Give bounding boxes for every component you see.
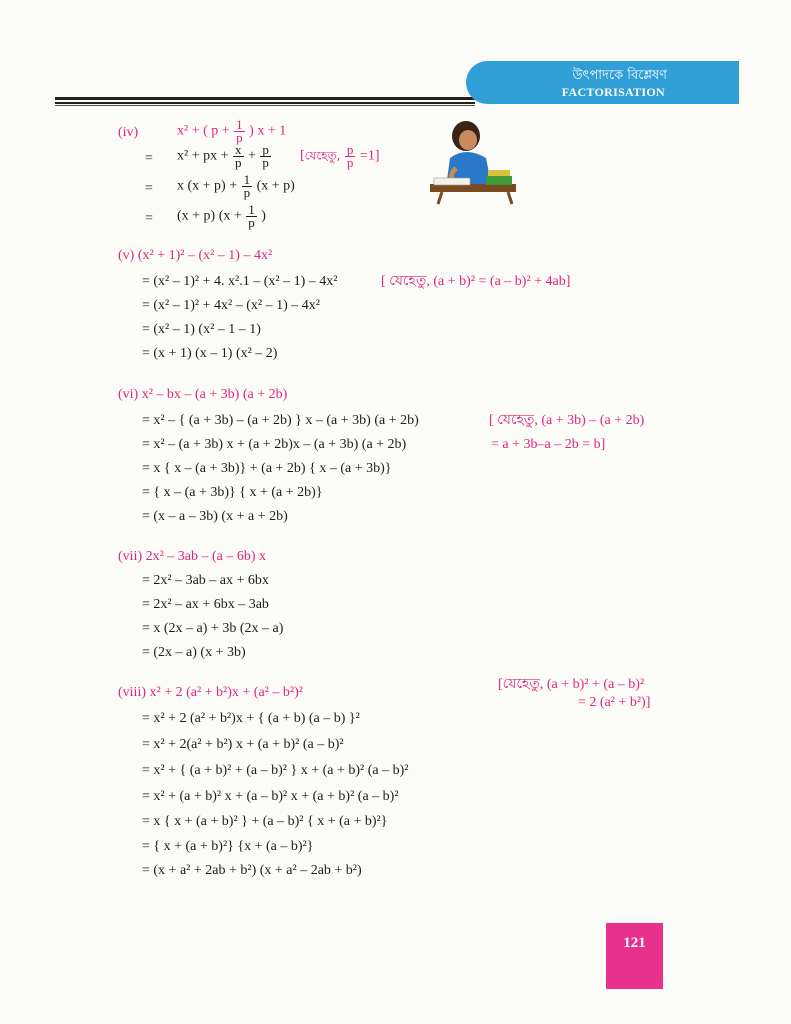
math-line: = (x² – 1)² + 4. x².1 – (x² – 1) – 4x² [142,274,338,289]
note-vi-line1: [ যেহেতু, (a + 3b) – (a + 2b) [489,413,645,428]
math-line: = (x – a – 3b) (x + a + 2b) [142,509,288,524]
math-line: = (x² – 1)² + 4x² – (x² – 1) – 4x² [142,298,320,313]
math-line: = (x + a² + 2ab + b²) (x + a² – 2ab + b²) [142,863,362,878]
chapter-tab [466,61,739,104]
chapter-title-bengali: উৎপাদকে বিশ্লেষণ [572,68,667,83]
math-line: = x² + 2 (a² + b²)x + { (a + b) (a – b) }² [142,711,360,726]
math-line: = x { x – (a + 3b)} + (a + 2b) { x – (a + 3b)} [142,461,392,476]
math-line: = x (2x – a) + 3b (2x – a) [142,621,284,636]
math-line: = (2x – a) (x + 3b) [142,645,246,660]
equals-sign: = [145,151,153,166]
math-line: x² + px + $\frac{x}{p}$ + $\frac{p}{p}$ [177,142,269,170]
math-line: x (x + p) + $\frac{1}{p}$ (x + p) [177,172,295,200]
math-line: (x + p) (x + $\frac{1}{p}$ ) [177,202,266,230]
math-line: = x { x + (a + b)² } + (a – b)² { x + (a + b)²} [142,814,388,829]
math-line: = x² – { (a + 3b) – (a + 2b) } x – (a + 3b) (a + 2b) [142,413,419,428]
math-line: = { x – (a + 3b)} { x + (a + 2b)} [142,485,323,500]
section-iv-title: x² + ( p + $\frac{1}{p}$ ) x + 1 [177,117,287,145]
section-v-title: (v) (x² + 1)² – (x² – 1) – 4x² [118,248,273,263]
note-viii-line2: = 2 (a² + b²)] [578,695,651,710]
page-number: 121 [623,935,646,951]
note-vi-line2: = a + 3b–a – 2b = b] [491,437,606,452]
section-iv-label: (iv) [118,125,139,140]
header-rule [55,102,475,104]
header-rule [55,97,475,100]
note-v: [ যেহেতু, (a + b)² = (a – b)² + 4ab] [381,274,571,289]
math-line: = (x + 1) (x – 1) (x² – 2) [142,346,278,361]
page-number-box [606,923,663,989]
equals-sign: = [145,211,153,226]
math-line: = 2x² – 3ab – ax + 6bx [142,573,269,588]
math-line: = x² + 2(a² + b²) x + (a + b)² (a – b)² [142,737,344,752]
note-iv: [যেহেতু, $\frac{p}{p}$ =1] [300,142,380,170]
math-line: = x² + (a + b)² x + (a – b)² x + (a + b)² (a – b)² [142,789,399,804]
section-vi-title: (vi) x² – bx – (a + 3b) (a + 2b) [118,387,288,402]
math-line: = (x² – 1) (x² – 1 – 1) [142,322,261,337]
note-viii-line1: [যেহেতু, (a + b)² + (a – b)² [498,677,645,692]
math-line: = x² + { (a + b)² + (a – b)² } x + (a + b)² (a – b)² [142,763,409,778]
header-rule [55,105,475,106]
equals-sign: = [145,181,153,196]
chapter-title-english: FACTORISATION [561,85,665,99]
math-line: = x² – (a + 3b) x + (a + 2b)x – (a + 3b) (a + 2b) [142,437,407,452]
section-vii-title: (vii) 2x² – 3ab – (a – 6b) x [118,549,267,564]
math-line: = { x + (a + b)²} {x + (a – b)²} [142,839,314,854]
section-viii-title: (viii) x² + 2 (a² + b²)x + (a² – b²)² [118,685,303,700]
student-illustration [428,118,518,208]
math-line: = 2x² – ax + 6bx – 3ab [142,597,269,612]
